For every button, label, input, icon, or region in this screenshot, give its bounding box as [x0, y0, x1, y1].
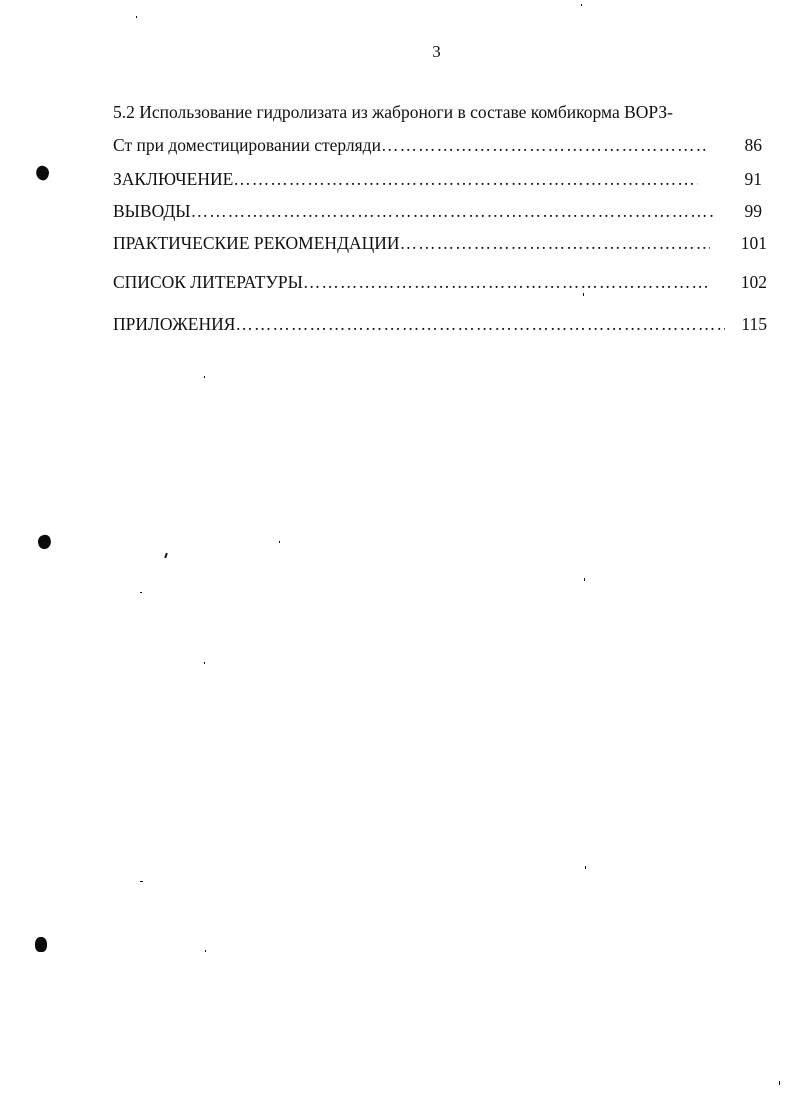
scan-speck: [140, 881, 143, 882]
scan-speck: [581, 4, 582, 6]
scan-speck: [584, 578, 585, 581]
dot-leader: [400, 235, 710, 253]
toc-entry-page: 102: [740, 272, 767, 292]
dot-leader: [381, 137, 706, 155]
scan-speck: [204, 376, 205, 378]
dot-leader: [235, 316, 725, 334]
toc-entry-page: 101: [740, 233, 767, 253]
toc-entry-label: СПИСОК ЛИТЕРАТУРЫ: [113, 272, 303, 292]
punch-hole-mark: [36, 534, 52, 551]
toc-entry-findings: [113, 203, 713, 221]
scan-speck: [205, 950, 206, 952]
toc-entry-label: ПРАКТИЧЕСКИЕ РЕКОМЕНДАЦИИ: [113, 233, 400, 253]
scan-speck: [779, 1081, 780, 1085]
toc-entry-5-2: [113, 137, 706, 155]
toc-entry-conclusion: [113, 171, 698, 189]
scan-speck: [164, 553, 168, 558]
dot-leader: [191, 203, 713, 221]
toc-entry-5-2-title-line2: Ст при доместицировании стерляди: [113, 135, 381, 155]
punch-hole-mark: [34, 164, 51, 182]
toc-entry-label: ПРИЛОЖЕНИЯ: [113, 314, 236, 334]
scan-speck: [140, 592, 142, 593]
scan-speck: [279, 541, 280, 543]
toc-entry-references: [113, 274, 707, 292]
dot-leader: [233, 171, 698, 189]
page-number: 3: [432, 42, 441, 61]
toc-entry-page: 115: [741, 314, 767, 334]
toc-entry-recommendations: [113, 235, 710, 253]
toc-entry-label: ЗАКЛЮЧЕНИЕ: [113, 169, 234, 189]
dot-leader: [303, 274, 707, 292]
scan-speck: [585, 866, 586, 869]
toc-entry-label: ВЫВОДЫ: [113, 201, 191, 221]
toc-entry-5-2-page: 86: [744, 135, 762, 155]
toc-entry-page: 99: [744, 201, 762, 221]
scan-speck: [136, 16, 137, 18]
toc-entry-5-2-title-line1: 5.2 Использование гидролизата из жаброноги в составе комбикорма ВОРЗ-: [113, 102, 673, 122]
punch-hole-mark: [35, 937, 47, 952]
toc-entry-appendices: [113, 316, 725, 334]
toc-entry-page: 91: [744, 169, 762, 189]
scan-speck: [204, 662, 205, 664]
scan-speck: [583, 293, 584, 296]
